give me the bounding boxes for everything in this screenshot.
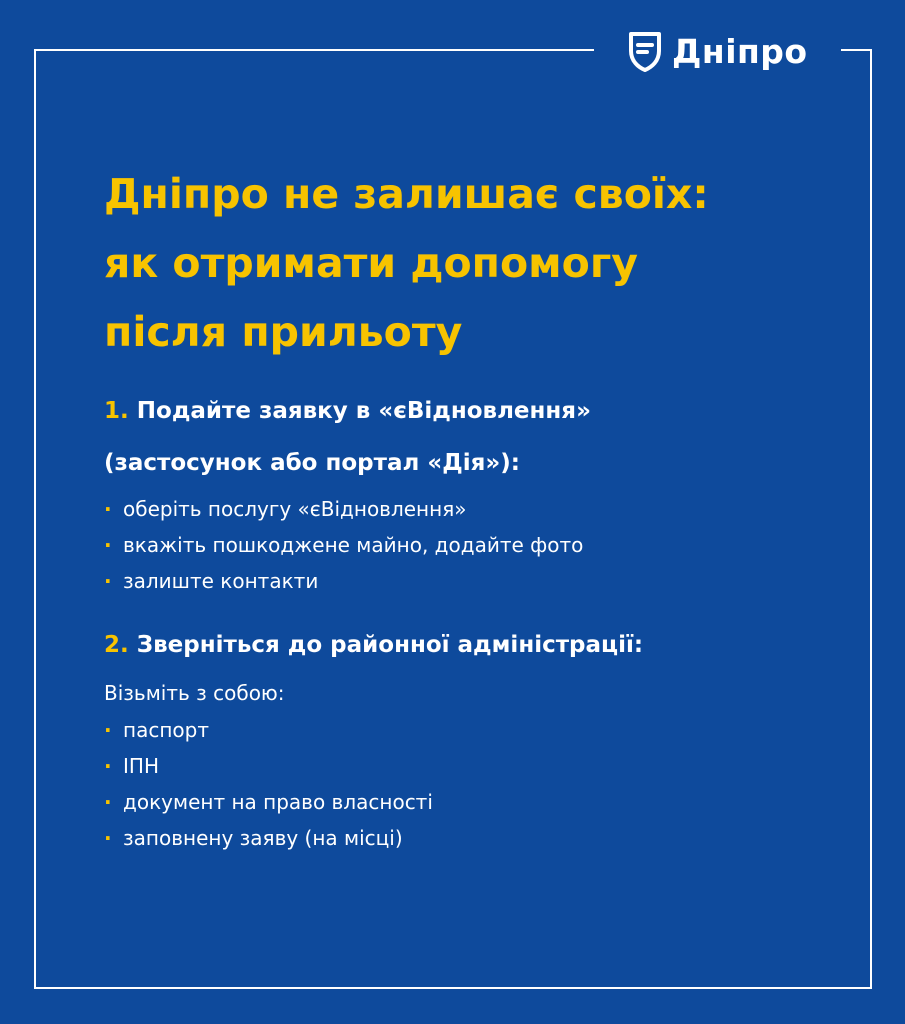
bullet-icon: · <box>104 754 112 778</box>
frame-right-line <box>870 49 872 989</box>
step2-number: 2. <box>104 632 129 658</box>
list-item <box>104 748 433 784</box>
list-item <box>104 491 583 527</box>
list-item-text: паспорт <box>123 718 209 742</box>
step2-list <box>104 712 433 856</box>
list-item <box>104 527 583 563</box>
step2-heading-text: Зверніться до районної адміністрації: <box>136 632 644 658</box>
step1-heading-line2: (застосунок або портал «Дія»): <box>104 450 520 476</box>
title-line-3: після прильоту <box>104 308 463 356</box>
title-line-1: Дніпро не залишає своїх: <box>104 170 709 218</box>
shield-icon <box>627 29 663 73</box>
logo-text: Дніпро <box>672 31 808 71</box>
bullet-icon: · <box>104 533 112 557</box>
title-line-2: як отримати допомогу <box>104 239 638 287</box>
step2-heading <box>104 632 643 658</box>
bullet-icon: · <box>104 718 112 742</box>
page-title <box>104 160 844 367</box>
list-item-text: документ на право власності <box>123 790 433 814</box>
bullet-icon: · <box>104 569 112 593</box>
list-item <box>104 820 433 856</box>
list-item-text: залиште контакти <box>123 569 319 593</box>
frame-top-right-line <box>841 49 872 51</box>
list-item-text: заповнену заяву (на місці) <box>123 826 403 850</box>
frame-top-left-line <box>34 49 594 51</box>
list-item <box>104 712 433 748</box>
step1-heading <box>104 398 591 424</box>
logo <box>627 26 808 76</box>
step2-intro: Візьміть з собою: <box>104 681 285 705</box>
frame-bottom-line <box>34 987 872 989</box>
frame-left-line <box>34 49 36 989</box>
bullet-icon: · <box>104 826 112 850</box>
list-item-text: оберіть послугу «єВідновлення» <box>123 497 467 521</box>
list-item-text: ІПН <box>123 754 159 778</box>
list-item <box>104 784 433 820</box>
step1-heading-line1: Подайте заявку в «єВідновлення» <box>136 398 591 424</box>
step1-number: 1. <box>104 398 129 424</box>
list-item-text: вкажіть пошкоджене майно, додайте фото <box>123 533 584 557</box>
bullet-icon: · <box>104 497 112 521</box>
step1-list <box>104 491 583 599</box>
bullet-icon: · <box>104 790 112 814</box>
list-item <box>104 563 583 599</box>
